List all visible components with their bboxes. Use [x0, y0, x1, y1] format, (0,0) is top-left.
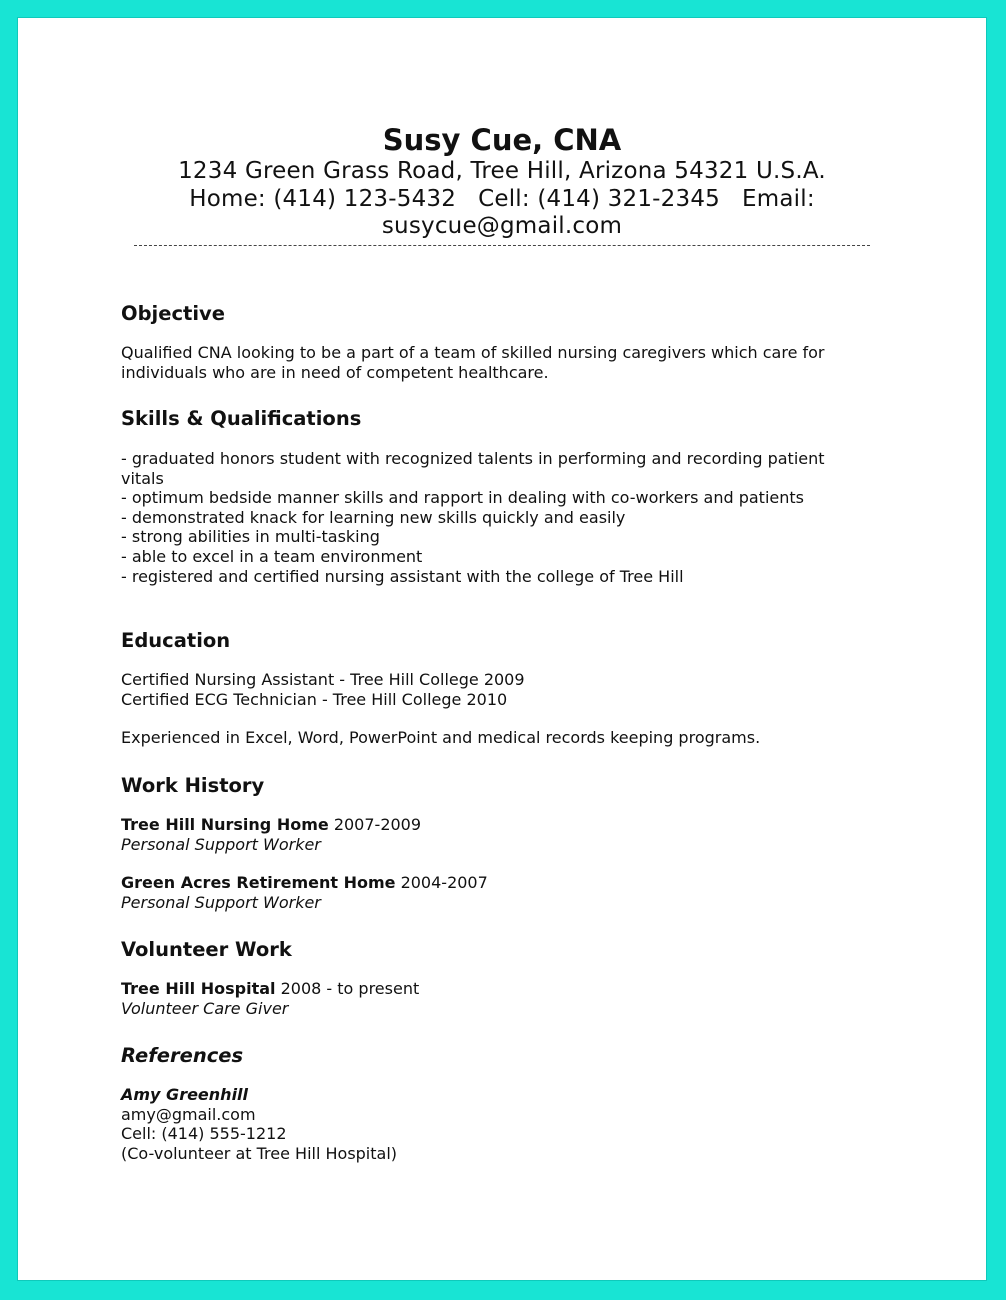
reference-note: (Co-volunteer at Tree Hill Hospital)	[121, 1143, 398, 1163]
objective-text-line2: individuals who are in need of competent healthcare.	[121, 362, 549, 382]
skills-heading: Skills & Qualifications	[121, 407, 362, 430]
skills-section	[121, 407, 881, 586]
references-section	[121, 1044, 881, 1163]
job-employer: Green Acres Retirement Home	[121, 873, 396, 893]
address-line: 1234 Green Grass Road, Tree Hill, Arizona 54321 U.S.A.	[178, 158, 826, 184]
objective-text-line1: Qualified CNA looking to be a part of a team of skilled nursing caregivers which care for	[121, 343, 825, 362]
job-entry	[121, 815, 881, 854]
list-item: vitals	[121, 468, 164, 488]
job-employer: Tree Hill Nursing Home	[121, 815, 329, 834]
job-role: Personal Support Worker	[121, 892, 321, 912]
skills-list	[121, 449, 881, 586]
job-dates: 2004-2007	[395, 873, 488, 893]
cell-phone: Cell: (414) 321-2345	[478, 185, 721, 212]
header-divider	[134, 245, 870, 246]
volunteer-role: Volunteer Care Giver	[121, 998, 289, 1018]
volunteer-dates: 2008 - to present	[275, 979, 420, 998]
list-item: - able to excel in a team environment	[121, 546, 423, 566]
work-heading: Work History	[121, 774, 265, 797]
work-section	[121, 774, 881, 912]
education-extra: Experienced in Excel, Word, PowerPoint and medical records keeping programs.	[121, 728, 761, 748]
education-line: Certified ECG Technician - Tree Hill College 2010	[121, 689, 508, 709]
home-phone: Home: (414) 123-5432	[189, 185, 457, 212]
reference-email: amy@gmail.com	[121, 1104, 256, 1124]
list-item: - registered and certified nursing assistant with the college of Tree Hill	[121, 566, 684, 586]
candidate-name: Susy Cue, CNA	[382, 123, 622, 157]
resume-header	[18, 122, 986, 246]
objective-section	[121, 302, 881, 382]
volunteer-heading: Volunteer Work	[121, 938, 292, 961]
education-section	[121, 629, 881, 748]
job-entry	[121, 873, 881, 912]
reference-cell: Cell: (414) 555-1212	[121, 1124, 287, 1144]
education-heading: Education	[121, 629, 231, 652]
list-item: - strong abilities in multi-tasking	[121, 527, 380, 547]
list-item: - graduated honors student with recognized talents in performing and recording patient	[121, 449, 825, 468]
job-role: Personal Support Worker	[121, 834, 321, 854]
volunteer-org: Tree Hill Hospital	[121, 979, 276, 998]
reference-name: Amy Greenhill	[121, 1085, 249, 1104]
email-address: susycue@gmail.com	[381, 213, 623, 239]
resume-page	[18, 18, 986, 1280]
job-dates: 2007-2009	[328, 815, 422, 834]
email-label: Email:	[742, 185, 815, 212]
volunteer-section	[121, 938, 881, 1018]
objective-heading: Objective	[121, 302, 225, 325]
education-line: Certified Nursing Assistant - Tree Hill College 2009	[121, 670, 525, 689]
list-item: - demonstrated knack for learning new skills quickly and easily	[121, 507, 626, 527]
references-heading: References	[121, 1044, 244, 1067]
contact-line	[18, 186, 986, 214]
list-item: - optimum bedside manner skills and rapport in dealing with co-workers and patients	[121, 488, 804, 508]
